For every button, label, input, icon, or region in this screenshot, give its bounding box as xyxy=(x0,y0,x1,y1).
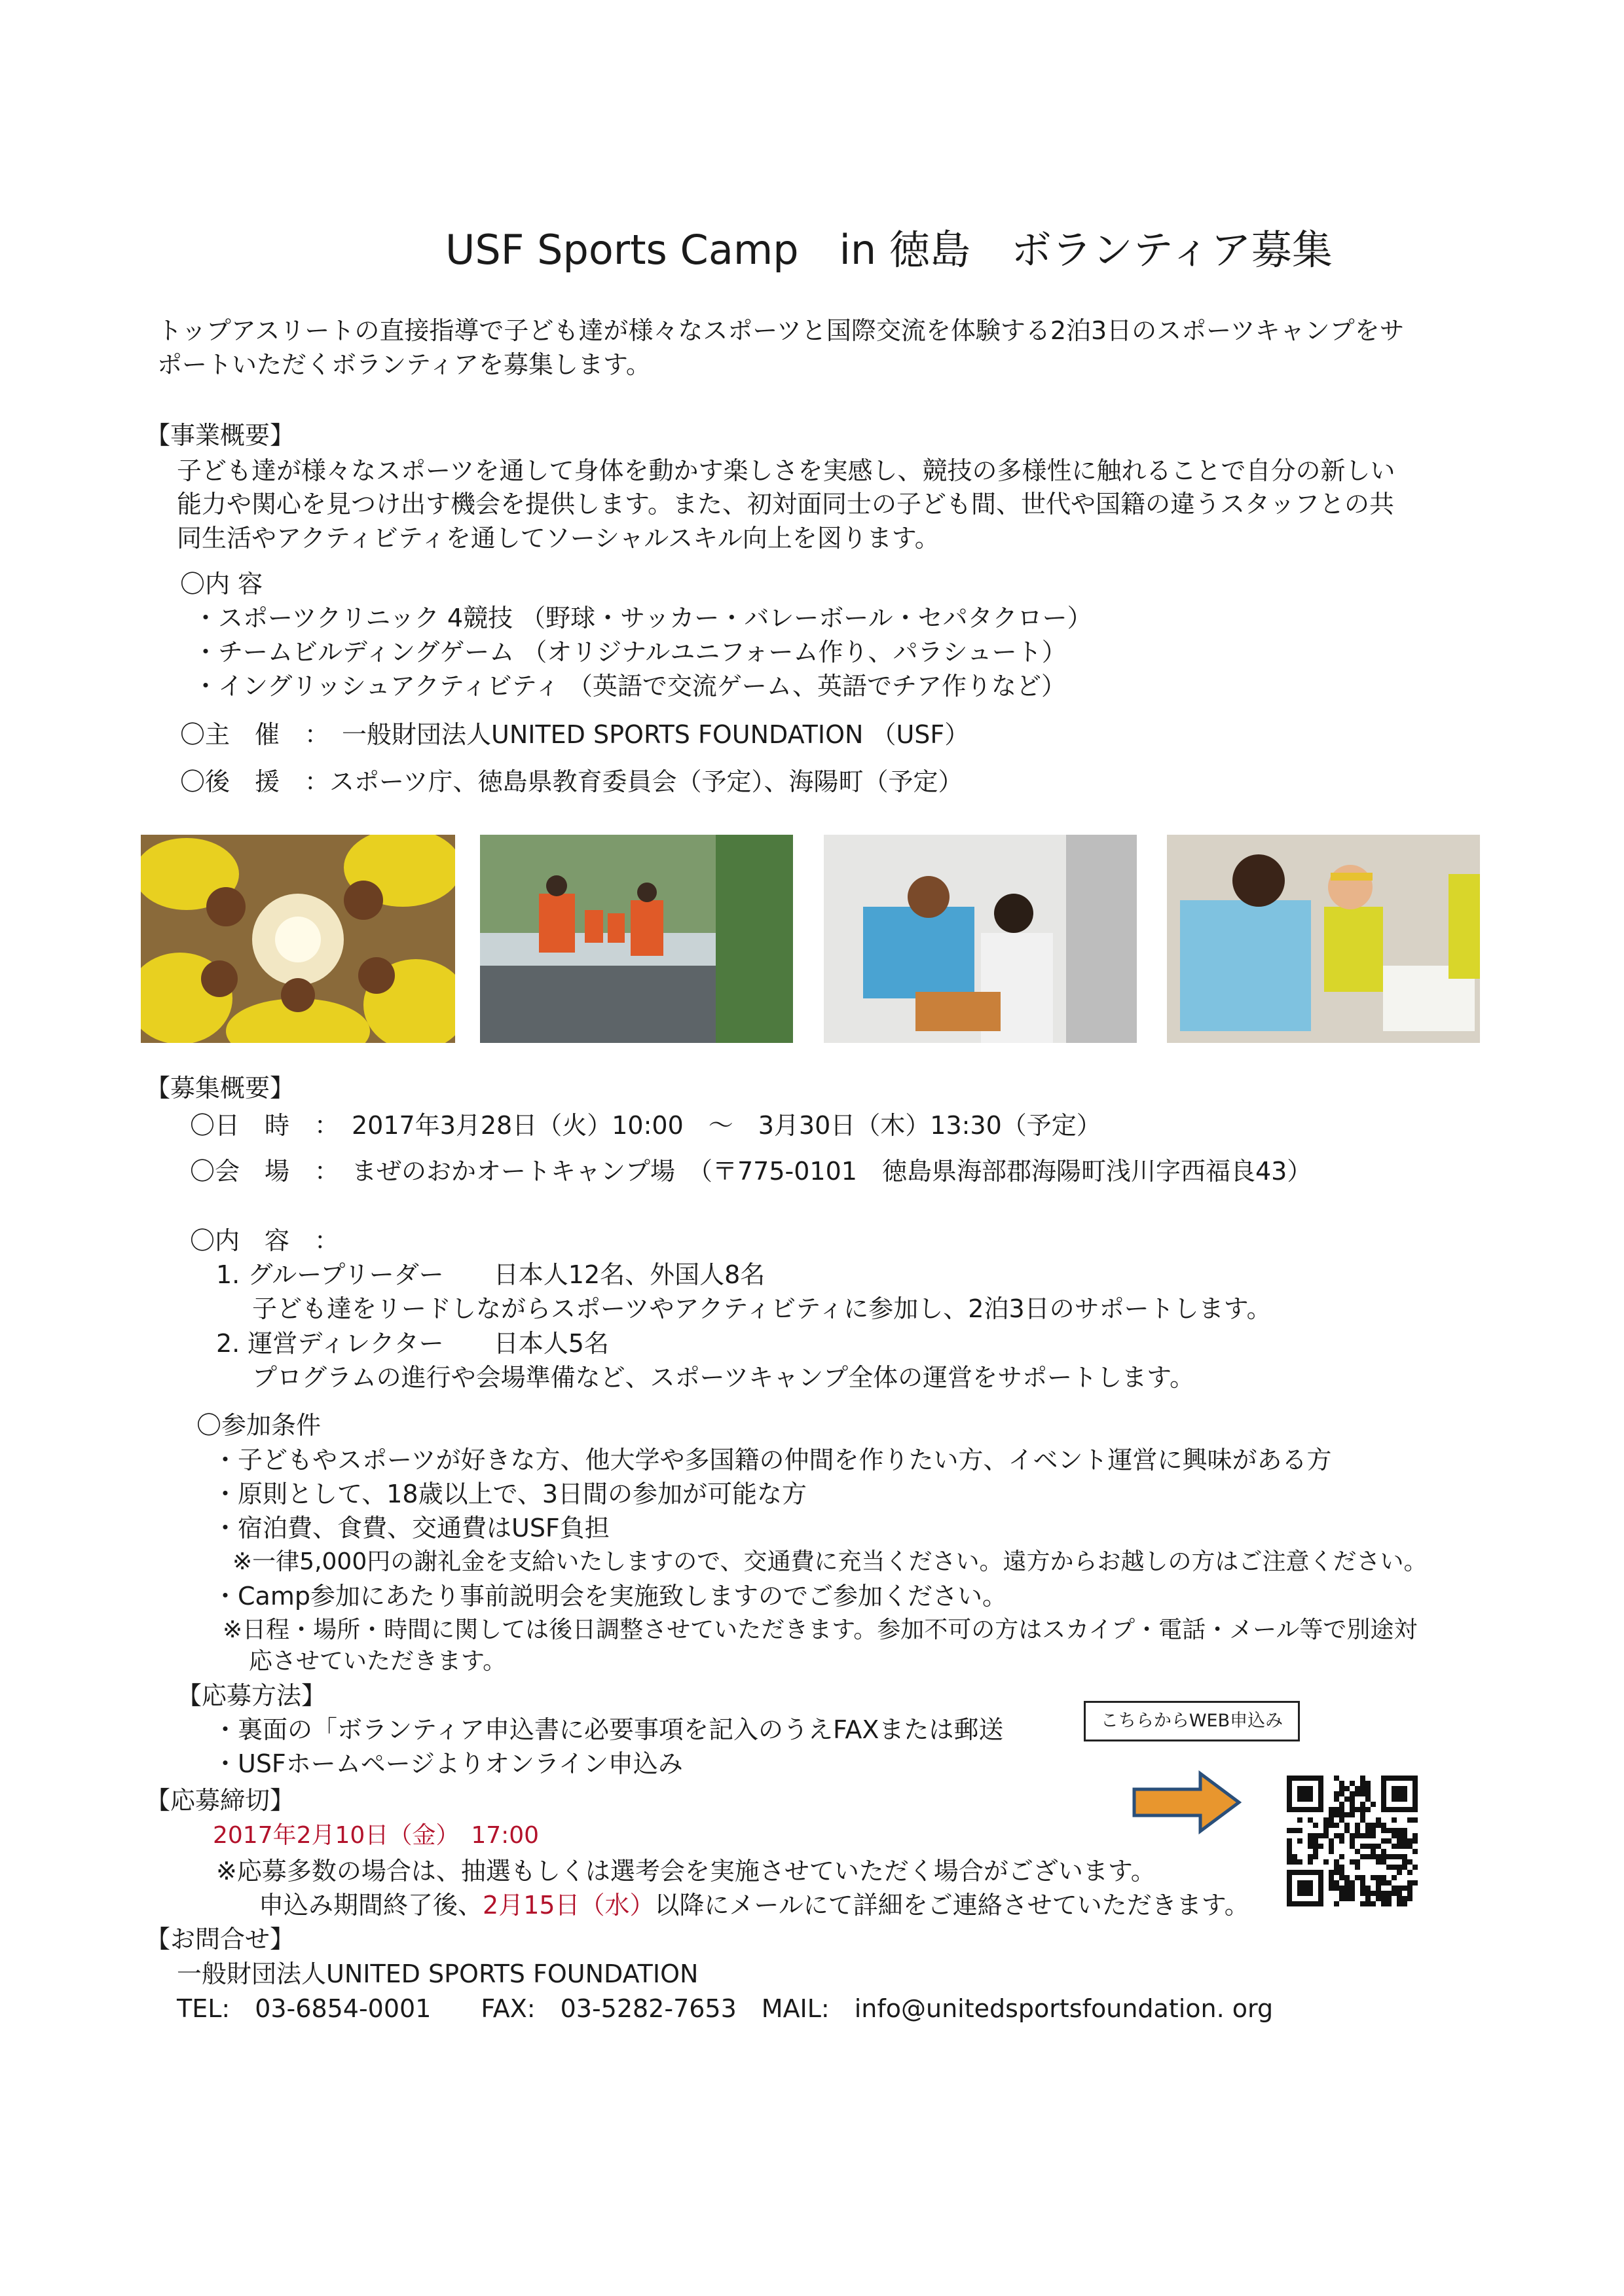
contact-org: 一般財団法人UNITED SPORTS FOUNDATION xyxy=(177,1959,699,1988)
condition-item-6: ※日程・場所・時間に関しては後日調整させていただきます。参加不可の方はスカイプ・電話・メール等で別途対 xyxy=(223,1616,1418,1643)
apply-item-1: ・裏面の「ボランティア申込書に必要事項を記入のうえFAXまたは郵送 xyxy=(213,1715,1004,1744)
page-title: USF Sports Camp in 徳島 ボランティア募集 xyxy=(445,226,1333,274)
overview-content-item-2: ・チームビルディングゲーム （オリジナルユニフォーム作り、パラシュート） xyxy=(193,638,1067,666)
photo-workshop xyxy=(824,835,1137,1043)
overview-content-item-3: ・イングリッシュアクティビティ （英語で交流ゲーム、英語でチア作りなど） xyxy=(193,672,1066,701)
apply-heading: 【応募方法】 xyxy=(177,1681,327,1710)
role2-title: 2. 運営ディレクター 日本人5名 xyxy=(216,1329,609,1358)
overview-heading: 【事業概要】 xyxy=(145,421,295,450)
deadline-heading: 【応募締切】 xyxy=(145,1786,295,1815)
condition-item-7: 応させていただきます。 xyxy=(249,1648,507,1675)
recruit-heading: 【募集概要】 xyxy=(145,1074,295,1102)
contact-line: TEL: 03-6854-0001 FAX: 03-5282-7653 MAIL: info@unitedsportsfoundation. org xyxy=(177,1994,1274,2023)
condition-item-4: ※一律5,000円の謝礼金を支給いたしますので、交通費に充当ください。遠方からお越しの方はご注意ください。 xyxy=(232,1548,1428,1575)
arrow-right-icon xyxy=(1132,1770,1243,1838)
deadline-date: 2017年2月10日（金） 17:00 xyxy=(213,1822,540,1849)
recruit-date: 〇日 時 ： 2017年3月28日（火）10:00 ～ 3月30日（木）13:30（予定） xyxy=(190,1111,1101,1140)
photo-kids-activity xyxy=(1167,835,1480,1043)
intro-line-1: トップアスリートの直接指導で子ども達が様々なスポーツと国際交流を体験する2泊3日のスポーツキャンプをサ xyxy=(157,316,1405,345)
recruit-content-label: 〇内 容 ： xyxy=(190,1226,340,1255)
qr-code-icon[interactable] xyxy=(1287,1776,1418,1909)
overview-content-item-1: ・スポーツクリニック 4競技 （野球・サッカー・バレーボール・セパタクロー） xyxy=(193,604,1092,632)
results-date: 2月15日（水） xyxy=(483,1891,655,1920)
overview-body-3: 同生活やアクティビティを通してソーシャルスキル向上を図ります。 xyxy=(177,524,940,553)
organizer: 〇主 催 ： 一般財団法人UNITED SPORTS FOUNDATION （USF） xyxy=(180,720,970,749)
web-apply-button[interactable]: こちらからWEB申込み xyxy=(1084,1701,1300,1741)
overview-body-2: 能力や関心を見つけ出す機会を提供します。また、初対面同士の子ども間、世代や国籍の違うスタッフとの共 xyxy=(177,490,1394,519)
photo-running xyxy=(480,835,793,1043)
condition-item-2: ・原則として、18歳以上で、3日間の参加が可能な方 xyxy=(213,1480,807,1508)
overview-content-label: 〇内 容 xyxy=(180,570,263,598)
condition-item-3: ・宿泊費、食費、交通費はUSF負担 xyxy=(213,1514,610,1542)
apply-item-2: ・USFホームページよりオンライン申込み xyxy=(213,1749,683,1778)
intro-line-2: ポートいただくボランティアを募集します。 xyxy=(157,350,651,379)
support: 〇後 援 ：スポーツ庁、徳島県教育委員会（予定）、海陽町（予定） xyxy=(180,767,963,796)
deadline-note-1: ※応募多数の場合は、抽選もしくは選考会を実施させていただく場合がございます。 xyxy=(216,1857,1156,1886)
overview-body-1: 子ども達が様々なスポーツを通して身体を動かす楽しさを実感し、競技の多様性に触れることで自分の新しい xyxy=(177,456,1395,485)
condition-item-1: ・子どもやスポーツが好きな方、他大学や多国籍の仲間を作りたい方、イベント運営に興味がある方 xyxy=(213,1446,1332,1474)
photo-kids-huddle xyxy=(141,835,455,1043)
deadline-note-2: 申込み期間終了後、2月15日（水）以降にメールにて詳細をご連絡させていただきます。 xyxy=(259,1891,1249,1920)
role2-desc: プログラムの進行や会場準備など、スポーツキャンプ全体の運営をサポートします。 xyxy=(252,1363,1195,1392)
contact-heading: 【お問合せ】 xyxy=(145,1925,295,1954)
recruit-venue: 〇会 場 ： まぜのおかオートキャンプ場 （〒775-0101 徳島県海部郡海陽町浅川字西福良43） xyxy=(190,1157,1312,1186)
condition-item-5: ・Camp参加にあたり事前説明会を実施致しますのでご参加ください。 xyxy=(213,1582,1007,1611)
role1-title: 1. グループリーダー 日本人12名、外国人8名 xyxy=(216,1260,766,1289)
condition-label: 〇参加条件 xyxy=(196,1411,322,1440)
role1-desc: 子ども達をリードしながらスポーツやアクティビティに参加し、2泊3日のサポートします。 xyxy=(252,1294,1272,1323)
